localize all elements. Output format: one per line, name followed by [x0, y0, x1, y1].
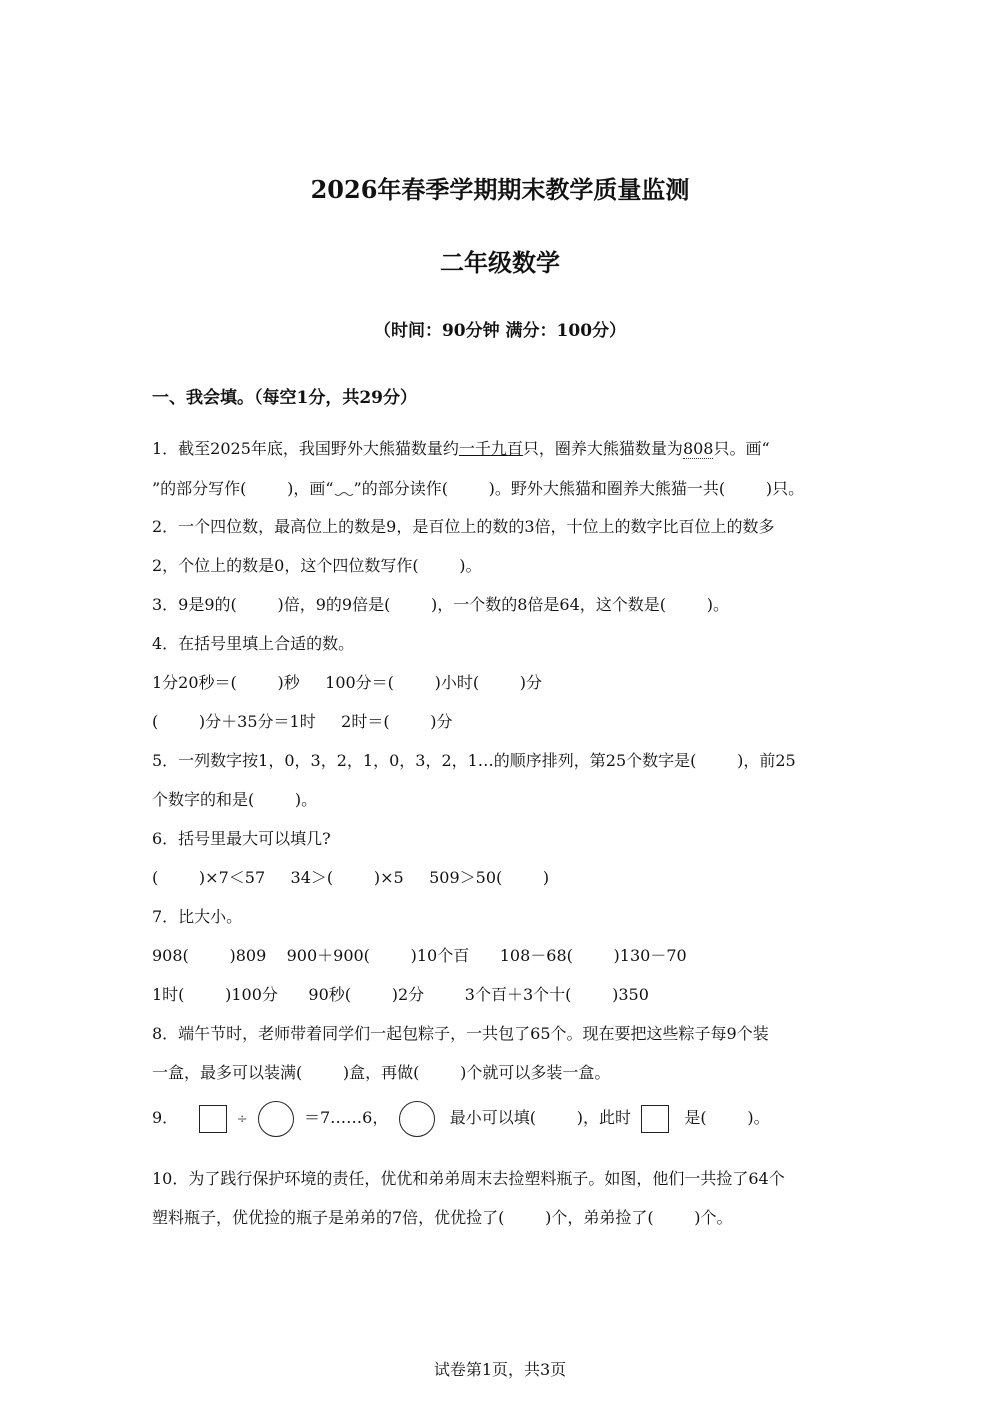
underlined-number: 一千九百 — [458, 439, 523, 458]
question-3-line-1: 3．9是9的( )倍，9的9倍是( )，一个数的8倍是64，这个数是( )。 — [152, 595, 729, 614]
exam-title: 2026年春季学期期末教学质量监测 — [310, 175, 690, 204]
section-heading-fill-in: 一、我会填。（每空1分，共29分） — [152, 388, 417, 408]
exam-time-info: （时间：90分钟 满分：100分） — [373, 321, 627, 341]
square-placeholder-icon — [199, 1105, 227, 1133]
question-10-line-1: 10．为了践行保护环境的责任，优优和弟弟周末去捡塑料瓶子。如图，他们一共捡了64个 — [152, 1169, 785, 1188]
exam-subject: 二年级数学 — [440, 248, 560, 277]
question-4-line-2: 1分20秒＝( )秒 100分＝( )小时( )分 — [152, 673, 543, 692]
dotted-number: 808 — [682, 439, 714, 458]
circle-placeholder-icon — [258, 1101, 294, 1137]
question-10-line-2: 塑料瓶子，优优捡的瓶子是弟弟的7倍，优优捡了( )个，弟弟捡了( )个。 — [152, 1208, 733, 1227]
circle-placeholder-icon-2 — [399, 1101, 435, 1137]
question-9-line: 9． ÷ ＝7……6， 最小可以填( )，此时 是( )。 — [152, 1098, 770, 1140]
wavy-line-icon — [334, 484, 354, 498]
question-1-line-2: ”的部分写作( )，画“ ”的部分读作( )。野外大熊猫和圈养大熊猫一共( )只。 — [152, 479, 805, 498]
question-6-line-2: ( )×7＜57 34＞( )×5 509＞50( ) — [152, 868, 550, 887]
question-2-line-2: 2，个位上的数是0，这个四位数写作( )。 — [152, 556, 482, 575]
question-7-line-3: 1时( )100分 90秒( )2分 3个百＋3个十( )350 — [152, 985, 649, 1004]
square-placeholder-icon-2 — [641, 1105, 669, 1133]
question-8-line-1: 8．端午节时，老师带着同学们一起包粽子，一共包了65个。现在要把这些粽子每9个装 — [152, 1024, 769, 1043]
question-6-line-1: 6．括号里最大可以填几? — [152, 829, 331, 848]
question-2-line-1: 2．一个四位数，最高位上的数是9，是百位上的数的3倍，十位上的数字比百位上的数多 — [152, 517, 775, 536]
question-1-line-1: 1．截至2025年底，我国野外大熊猫数量约一千九百只，圈养大熊猫数量为808只。画“ — [152, 439, 770, 458]
question-4-line-1: 4．在括号里填上合适的数。 — [152, 634, 355, 653]
question-7-line-1: 7．比大小。 — [152, 907, 243, 926]
question-5-line-2: 个数字的和是( )。 — [152, 790, 318, 809]
question-7-line-2: 908( )809 900＋900( )10个百 108－68( )130－70 — [152, 946, 687, 965]
question-4-line-3: ( )分＋35分＝1时 2时＝( )分 — [152, 712, 453, 731]
question-5-line-1: 5．一列数字按1，0，3，2，1，0，3，2，1…的顺序排列，第25个数字是( )，前25 — [152, 751, 796, 770]
question-8-line-2: 一盒，最多可以装满( )盒，再做( )个就可以多装一盒。 — [152, 1063, 611, 1082]
page-footer: 试卷第1页，共3页 — [433, 1360, 567, 1379]
